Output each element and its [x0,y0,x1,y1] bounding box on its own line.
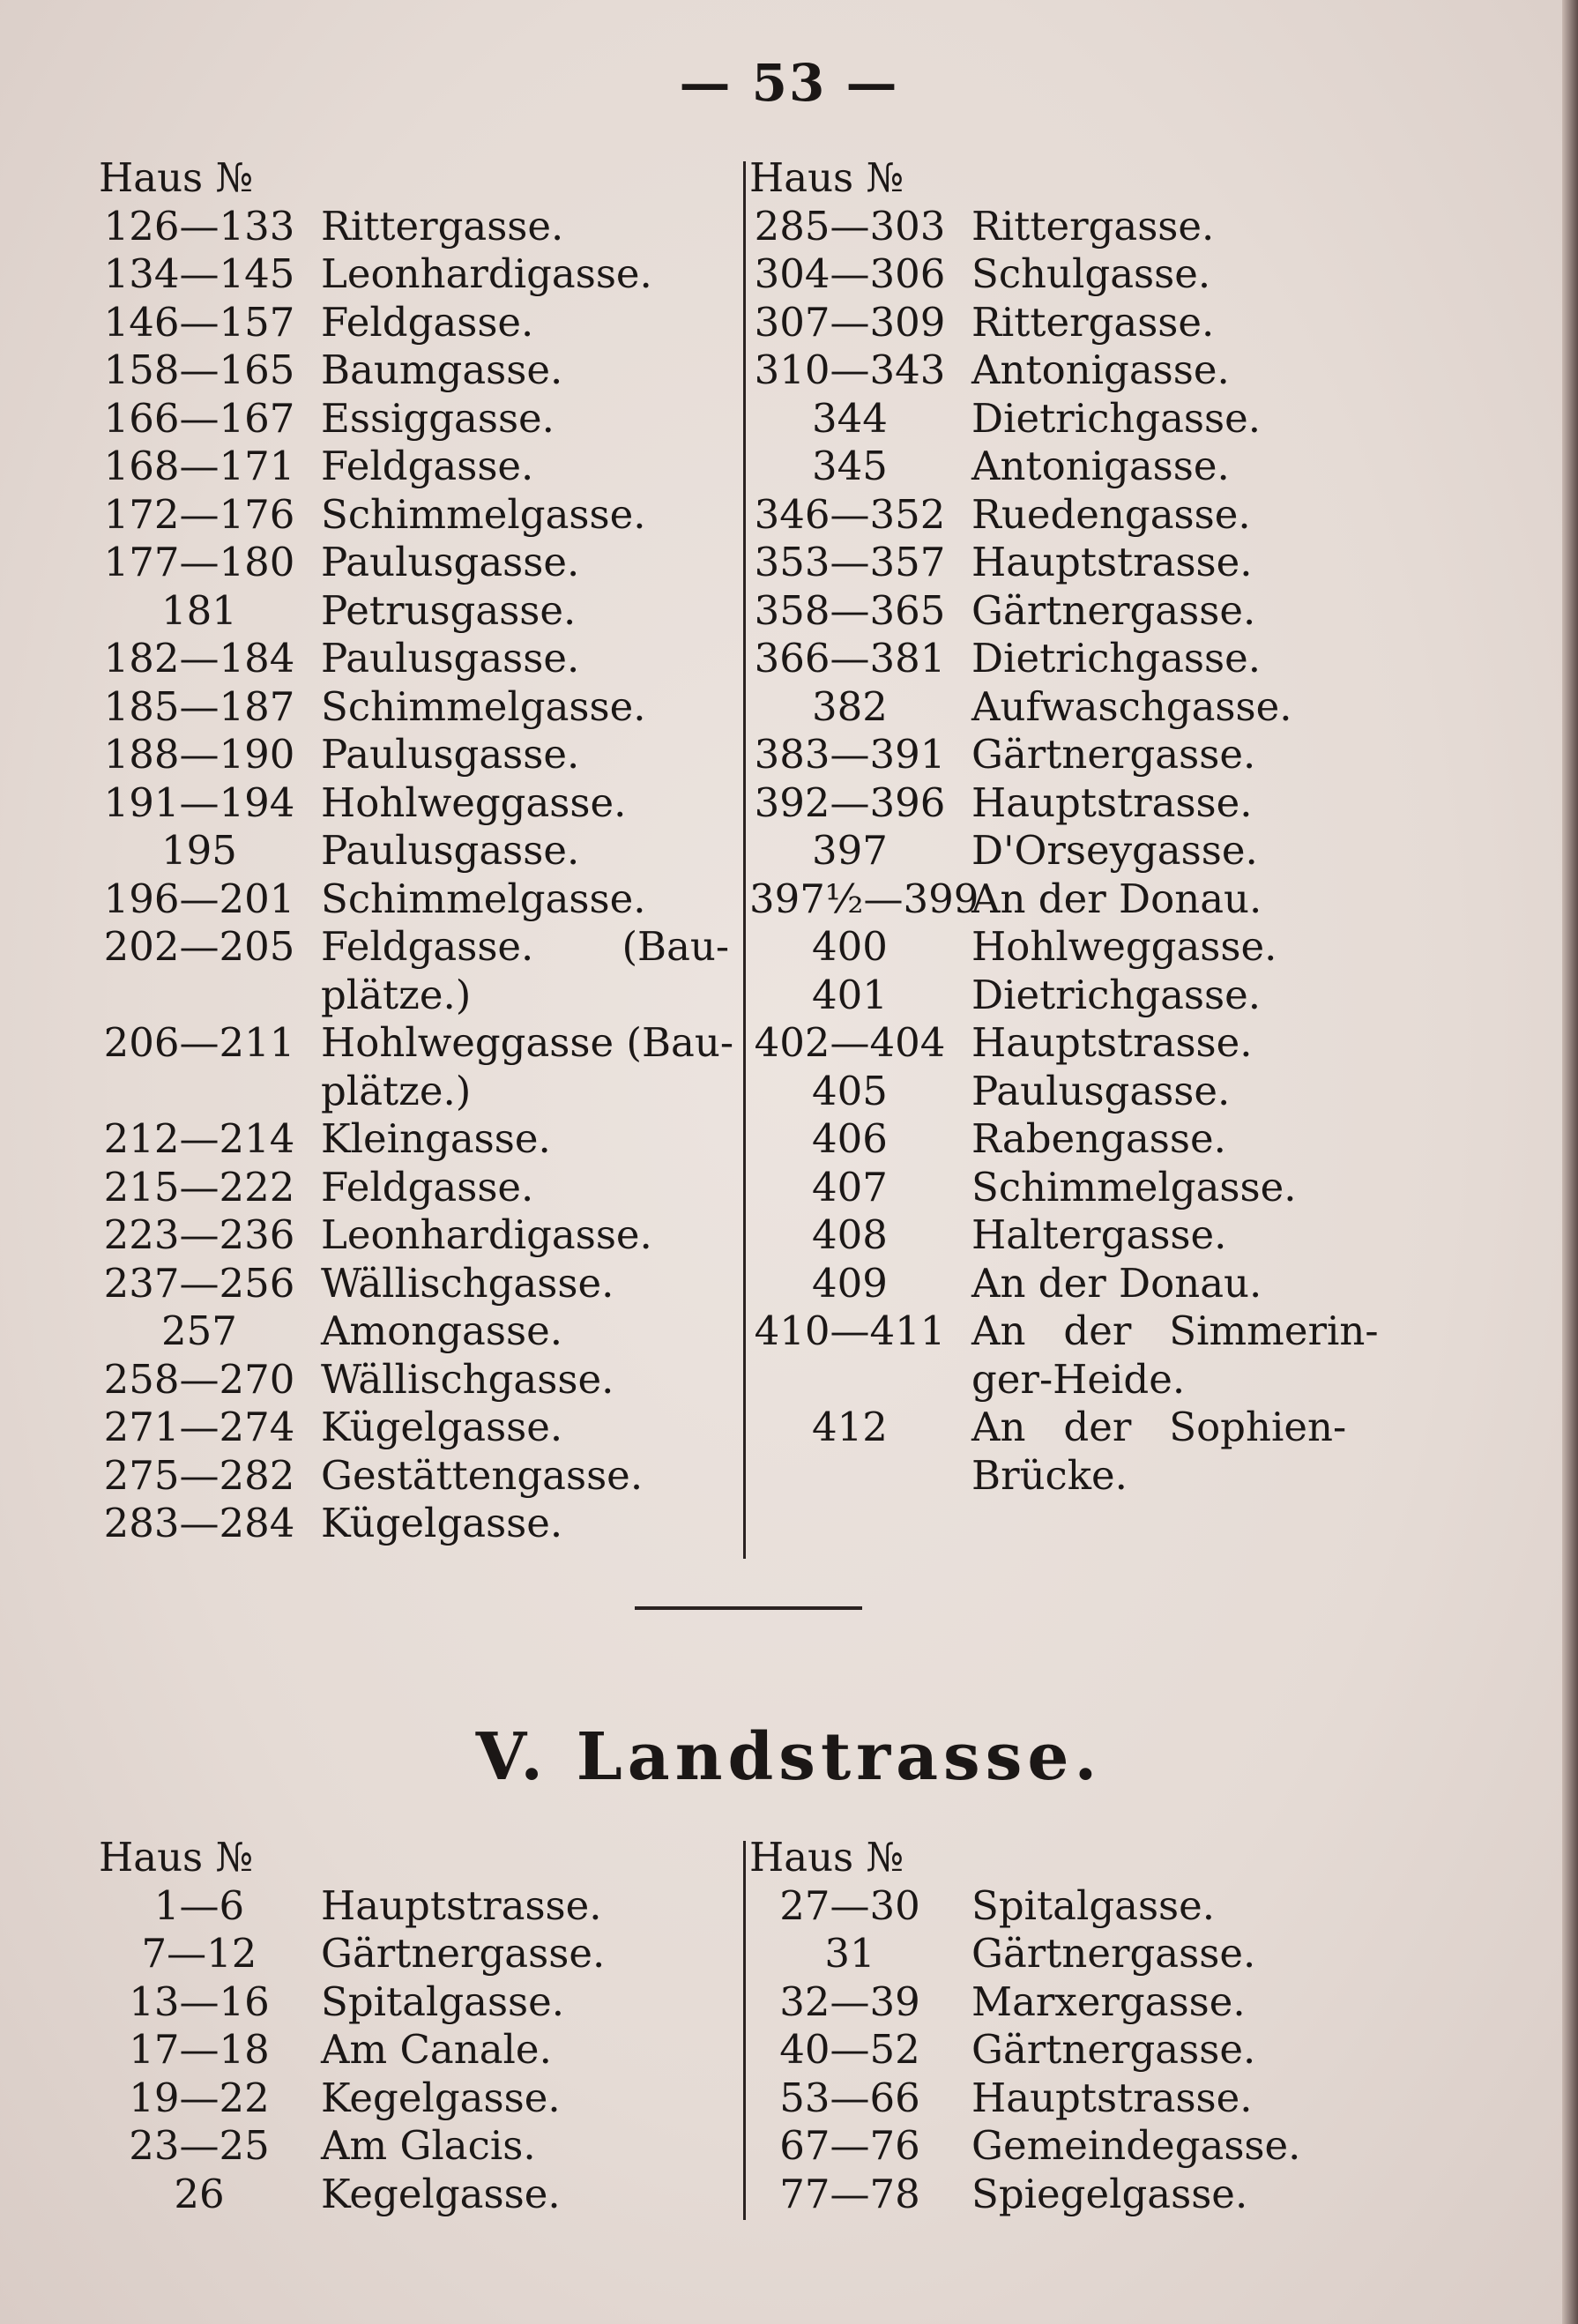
list-item [749,2171,1342,2219]
house-number: 366—381 [754,635,946,682]
house-number: 346—352 [754,490,946,538]
street-name: Gestättengasse. [321,1451,644,1499]
house-number: 401 [812,971,888,1018]
house-number: 53—66 [779,2074,920,2121]
street-name: Amongasse. [321,1307,562,1354]
house-number: 382 [812,682,888,730]
street-name: Baumgasse. [321,346,563,393]
street-name: Spiegelgasse. [971,2170,1248,2217]
section-title: V. Landstrasse. [475,1719,1103,1795]
list-item [99,827,832,875]
list-item [99,491,832,540]
street-name: An der Donau. [971,875,1262,922]
street-name: Paulusgasse. [321,635,580,682]
house-number: 77—78 [779,2170,920,2217]
street-name: Hauptstrasse. [971,778,1253,826]
list-item [99,299,832,347]
list-item [749,875,1342,924]
street-name: Hohlweggasse (Bau- [321,1019,734,1066]
street-name: Dietrichgasse. [971,971,1262,1018]
street-name: Hohlweggasse. [971,923,1277,970]
house-number: 19—22 [129,2074,270,2121]
house-number: 304—306 [754,250,946,297]
house-number: 410—411 [754,1307,946,1354]
top-right-column [749,154,1379,1500]
list-item [99,2074,832,2123]
street-name: Antonigasse. [971,346,1230,393]
list-item [99,1260,832,1308]
list-item [99,1500,832,1548]
house-number: 181 [161,586,237,634]
street-name: Hauptstrasse. [971,2074,1253,2121]
street-name: D'Orseygasse. [971,827,1258,874]
street-name: Wällischgasse. [321,1355,614,1403]
row-list [99,203,832,1548]
list-item [749,972,1342,1020]
bottom-left-column [99,1834,832,2218]
list-item [99,2171,832,2219]
street-name: Schimmelgasse. [321,490,646,538]
house-number: 206—211 [103,1019,295,1066]
house-number [749,1356,950,1404]
house-number: 409 [812,1259,888,1307]
house-number: 397 [812,827,888,874]
street-name: Feldgasse. (Bau- [321,923,730,970]
list-item [749,250,1342,299]
street-name: Brücke. [971,1451,1128,1499]
list-item [99,2122,832,2171]
list-item [99,875,832,924]
street-name: Marxergasse. [971,1978,1246,2025]
list-item [749,635,1342,683]
street-name: Schulgasse. [971,250,1211,297]
house-number: 344 [812,394,888,442]
column-divider [743,1841,746,2220]
street-name: Am Canale. [321,2026,552,2073]
list-item [749,1164,1342,1212]
list-item [749,683,1342,732]
street-name: An der Donau. [971,1259,1262,1307]
row-list [749,202,1379,1501]
street-name: Leonhardigasse. [321,250,652,297]
street-name: Kleingasse. [321,1115,551,1162]
house-number: 237—256 [103,1259,295,1307]
street-name: Rittergasse. [971,298,1215,346]
house-number: 17—18 [129,2026,270,2073]
street-name: Leonhardigasse. [321,1211,652,1258]
street-name: Petrusgasse. [321,586,577,634]
house-number: 67—76 [779,2122,920,2169]
list-item [749,923,1342,972]
street-name: Feldgasse. [321,298,534,346]
list-item [749,2074,1342,2123]
list-item [99,346,832,395]
house-number: 392—396 [754,778,946,826]
street-name: Dietrichgasse. [971,635,1262,682]
street-name: Spitalgasse. [971,1881,1216,1929]
list-item [749,1356,1342,1404]
street-name: Schimmelgasse. [321,682,646,730]
house-number: 407 [812,1163,888,1210]
list-item [99,731,832,779]
list-item [749,346,1342,395]
list-item [749,1115,1342,1164]
street-name: Aufwaschgasse. [971,682,1292,730]
list-item [99,1404,832,1452]
list-item [99,1356,832,1404]
bottom-right-column [749,1834,1342,2218]
list-item [99,1452,832,1501]
list-item [749,587,1342,636]
house-number: 177—180 [103,539,295,585]
street-name: Rittergasse. [321,202,564,250]
list-item [749,203,1342,251]
street-name: Antonigasse. [971,443,1230,489]
list-item [749,299,1342,347]
list-item [99,1019,832,1068]
list-item [749,491,1342,540]
street-name: Kügelgasse. [321,1500,563,1546]
list-item [99,972,832,1020]
house-number: 271—274 [103,1404,295,1450]
list-item [99,395,832,443]
list-item [749,1211,1342,1260]
house-number [749,1452,950,1501]
house-number: 412 [812,1404,888,1450]
street-name: Kügelgasse. [321,1404,563,1450]
list-item [749,1260,1342,1308]
list-item [749,395,1342,443]
list-item [99,1978,832,2027]
list-item [749,1930,1342,1978]
street-name: Feldgasse. [321,443,534,489]
street-name: Gärtnergasse. [321,1930,606,1977]
house-number: 31 [824,1930,875,1977]
house-number: 185—187 [103,682,295,730]
list-item [749,2026,1342,2074]
list-item [99,683,832,732]
street-name: Rittergasse. [971,202,1215,250]
house-number: 257 [161,1307,237,1354]
house-number: 13—16 [129,1978,270,2025]
house-number: 383—391 [754,731,946,778]
street-name: An der Simmerin- [971,1307,1379,1354]
house-number: 406 [812,1115,888,1162]
house-number: 258—270 [103,1355,295,1403]
list-item [99,2026,832,2074]
house-number: 7—12 [141,1930,257,1977]
street-name: Dietrichgasse. [971,394,1262,442]
list-item [749,539,1342,587]
section-rule [635,1606,862,1610]
street-name: Essiggasse. [321,394,555,442]
house-number: 172—176 [103,490,295,538]
street-name: ger-Heide. [971,1355,1186,1403]
house-number: 283—284 [103,1500,295,1546]
house-number: 196—201 [103,875,295,922]
house-number: 215—222 [103,1163,295,1210]
street-name: plätze.) [321,1067,472,1114]
house-number: 202—205 [103,923,295,970]
street-name: Rabengasse. [971,1115,1226,1162]
house-number: 212—214 [103,1115,295,1162]
house-number [99,972,300,1020]
list-item [99,1115,832,1164]
house-number: 1—6 [153,1881,245,1929]
house-number: 26 [174,2170,225,2217]
house-number: 182—184 [103,635,295,682]
list-item [749,2122,1342,2171]
street-name: Paulusgasse. [321,539,580,585]
street-name: Hauptstrasse. [971,1019,1253,1066]
house-number: 191—194 [103,778,295,826]
row-list [749,1882,1342,2219]
street-name: Paulusgasse. [321,731,580,778]
house-number: 397½—399 [749,875,979,922]
list-item [749,1452,1342,1501]
list-item [749,827,1342,875]
house-number: 166—167 [103,394,295,442]
house-number: 345 [812,443,888,489]
street-name: Gärtnergasse. [971,1930,1256,1977]
house-number: 40—52 [779,2026,920,2073]
list-item [99,1068,832,1116]
street-name: Hauptstrasse. [971,539,1253,585]
list-item [749,1404,1347,1452]
street-name: Gärtnergasse. [971,731,1256,778]
list-item [99,1930,832,1978]
street-name: Kegelgasse. [321,2074,561,2121]
house-number: 195 [161,827,237,874]
street-name: Am Glacis. [321,2122,536,2169]
house-number: 408 [812,1211,888,1258]
street-name: Gemeindegasse. [971,2122,1301,2169]
street-name: Wällischgasse. [321,1259,614,1307]
column-header: Haus № [749,1834,904,1881]
list-item [99,1307,832,1356]
house-number: 23—25 [129,2122,270,2169]
column-divider [743,161,746,1559]
house-number: 146—157 [103,298,295,346]
list-item [749,731,1342,779]
list-item [99,779,832,828]
street-name: plätze.) [321,971,472,1018]
house-number: 158—165 [103,346,295,393]
house-number: 353—357 [754,539,946,585]
column-header: Haus № [99,154,254,201]
column-header: Haus № [749,154,904,201]
house-number: 223—236 [103,1211,295,1258]
list-item [749,1307,1379,1356]
list-item [749,779,1342,828]
house-number: 358—365 [754,586,946,634]
street-name: Gärtnergasse. [971,2026,1256,2073]
house-number: 134—145 [103,250,295,297]
house-number: 275—282 [103,1451,295,1499]
house-number: 310—343 [754,346,946,393]
street-name: Kegelgasse. [321,2170,561,2217]
list-item [99,635,832,683]
list-item [99,1882,832,1931]
street-name: Schimmelgasse. [321,875,646,922]
house-number: 400 [812,923,888,970]
house-number: 32—39 [779,1978,920,2025]
list-item [99,443,832,491]
list-item [99,203,832,251]
house-number [99,1068,300,1116]
street-name: Hauptstrasse. [321,1881,602,1929]
page-edge [1562,0,1578,2324]
street-name: Gärtnergasse. [971,586,1256,634]
street-name: Haltergasse. [971,1211,1227,1258]
house-number: 126—133 [103,202,295,250]
house-number: 307—309 [754,298,946,346]
column-header: Haus № [99,1834,254,1881]
street-name: Hohlweggasse. [321,778,627,826]
list-item [99,923,832,972]
row-list [99,1882,832,2219]
list-item [99,1164,832,1212]
page-number: — 53 — [679,53,899,113]
house-number: 402—404 [754,1019,946,1066]
street-name: Paulusgasse. [321,827,580,874]
top-left-column [99,154,832,1548]
house-number: 27—30 [779,1881,920,1929]
list-item [749,443,1342,491]
house-number: 188—190 [103,731,295,778]
list-item [749,1019,1342,1068]
list-item [99,1211,832,1260]
house-number: 405 [812,1067,888,1114]
list-item [99,539,832,587]
street-name: Feldgasse. [321,1163,534,1210]
street-name: Spitalgasse. [321,1978,565,2025]
house-number: 285—303 [754,202,946,250]
list-item [99,250,832,299]
list-item [749,1068,1342,1116]
list-item [749,1978,1342,2027]
house-number: 168—171 [103,443,295,489]
list-item [99,587,832,636]
list-item [749,1882,1342,1931]
street-name: Ruedengasse. [971,490,1251,538]
street-name: An der Sophien- [971,1404,1347,1450]
street-name: Paulusgasse. [971,1067,1231,1114]
street-name: Schimmelgasse. [971,1163,1297,1210]
